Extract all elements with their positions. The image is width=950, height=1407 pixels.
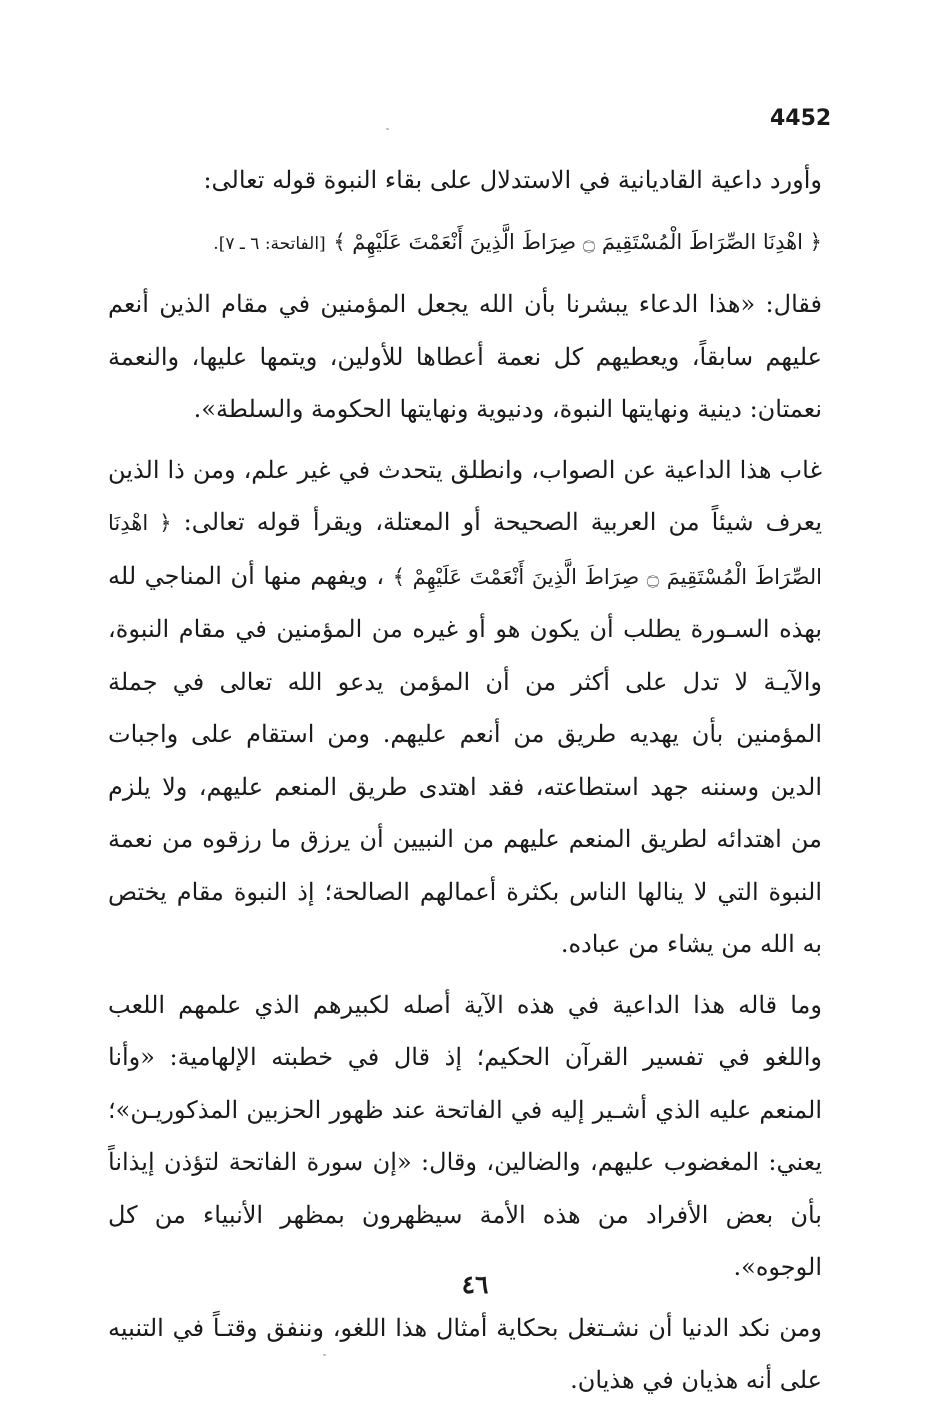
- scan-speck: [323, 1354, 326, 1356]
- paragraph-conclusion: ومن نكد الدنيا أن نشـتغل بحكاية أمثال هذا اللغو، وننفق وقتـاً في التنبيه على أنه هذيان في هذيان.: [108, 1313, 822, 1394]
- verse-reference: [الفاتحة: ٦ ـ ٧].: [213, 233, 326, 254]
- quran-verse: ﴿ اهْدِنَا الصِّرَاطَ الْمُسْتَقِيمَ ۝ صِرَاطَ الَّذِينَ أَنْعَمْتَ عَلَيْهِمْ ﴾: [333, 229, 822, 254]
- page-body: [108, 154, 822, 1407]
- paragraph-verse-citation: [108, 215, 822, 271]
- refutation-text-before: غاب هذا الداعية عن الصواب، وانطلق يتحدث في غير علم، ومن ذا الذين يعرف شيئاً من العربية الصحيحة أو المعتلة، ويقرأ قوله تعالى:: [108, 455, 822, 536]
- paragraph-refutation: [108, 444, 822, 971]
- paragraph-quote: فقال: «هذا الدعاء يبشرنا بأن الله يجعل المؤمنين في مقام الذين أنعم عليهم سابقاً، ويعطيهم كل نعمة أعطاها للأولين، ويتمها عليها، والنعمة نعمتان: دينية ونهايتها النبوة، ودنيوية ونهايتها الحكومة والسلطة».: [108, 290, 822, 423]
- paragraph-origin: وما قاله هذا الداعية في هذه الآية أصله لكبيرهم الذي علمهم اللعب واللغو في تفسير القرآن الحكيم؛ إذ قال في خطبته الإلهامية: «وأنا المنعم عليه الذي أشـير إليه في الفاتحة عند ظهور الحزبين المذكوريـن»؛ يعني: المغضوب عليهم، والضالين، وقال: «إن سورة الفاتحة لتؤذن إيذاناً بأن بعض الأفراد من هذه الأمة سيظهرون بمظهر الأنبياء من كل الوجوه».: [108, 990, 822, 1281]
- paragraph-intro: وأورد داعية القاديانية في الاستدلال على بقاء النبوة قوله تعالى:: [203, 166, 822, 194]
- reference-number: 4452: [770, 106, 832, 131]
- page-number: ٤٦: [461, 1270, 489, 1299]
- refutation-text-after: ، ويفهم منها أن المناجي لله بهذه السـورة يطلب أن يكون هو أو غيره من المؤمنين في مقام النبوة، والآيـة لا تدل على أكثر من أن المؤمن يدعو الله تعالى في جملة المؤمنين بأن يهديه طريق من أنعم عليهم. ومن استقام على واجبات الدين وسننه جهد استطاعته، فقد اهتدى طريق المنعم عليهم، ولا يلزم من اهتدائه لطريق المنعم عليهم من النبيين أن يرزق ما رزقوه من نعمة النبوة التي لا ينالها الناس بكثرة أعمالهم الصالحة؛ إذ النبوة مقام يختص به الله من يشاء من عباده.: [108, 561, 822, 958]
- quran-verse-inline: ﴿ اهْدِنَا الصِّرَاطَ الْمُسْتَقِيمَ ۝ صِرَاطَ الَّذِينَ أَنْعَمْتَ عَلَيْهِمْ ﴾: [108, 511, 822, 589]
- scan-speck: [386, 128, 389, 130]
